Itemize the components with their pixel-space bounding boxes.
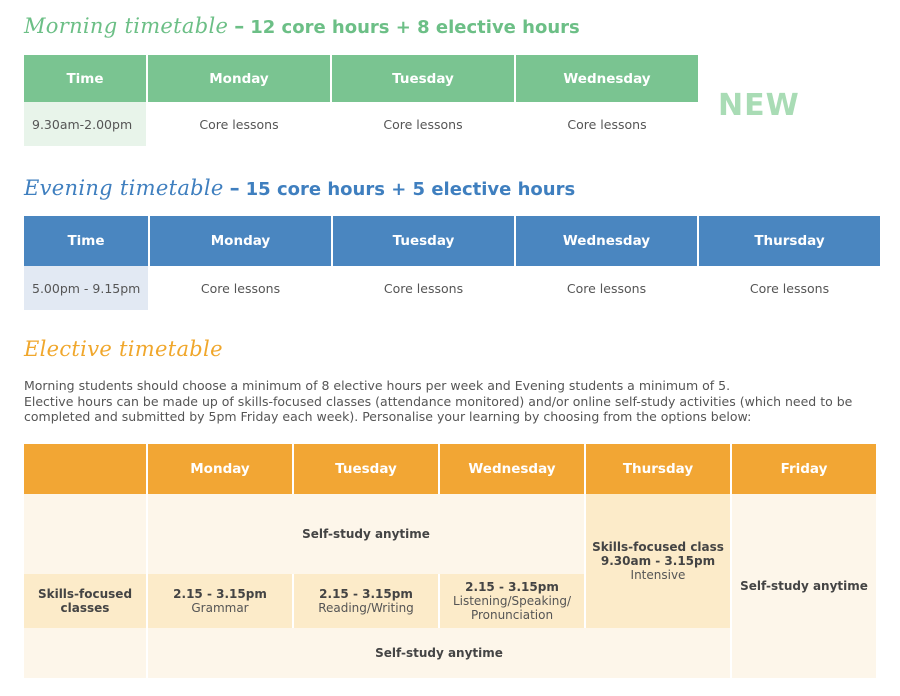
new-badge: NEW [718,88,800,123]
tuesday-skills-cell [294,574,438,628]
wednesday-skills-cell [440,574,584,628]
wednesday-subject: Listening/Speaking/ Pronunciation [452,594,572,622]
elective-header-blank [24,444,146,494]
morning-header-tuesday: Tuesday [332,55,514,102]
elective-row-top [24,494,876,574]
elective-intro [24,378,884,425]
evening-header-thursday: Thursday [699,216,880,266]
evening-cell-thursday: Core lessons [749,280,830,296]
elective-intro-line2: Elective hours can be made up of skills-focused classes (attendance monitored) and/or online self-study activities (which need to be completed and submitted by 5pm Friday each week). Personalise your learning by choosing from the options below: [24,393,853,424]
thursday-time: 9.30am - 3.15pm [600,554,716,568]
thursday-title: Skills-focused class [592,540,724,554]
evening-header-wednesday: Wednesday [516,216,697,266]
tuesday-time: 2.15 - 3.15pm [319,587,413,601]
thursday-skills-cell [586,494,730,628]
morning-subtitle: 12 core hours + 8 elective hours [250,17,580,38]
evening-cell-tuesday: Core lessons [383,280,464,296]
elective-header-tuesday: Tuesday [294,444,438,494]
thursday-subject: Intensive [630,568,686,582]
self-study-top: Self-study anytime [148,494,584,574]
morning-header-wednesday: Wednesday [516,55,698,102]
morning-heading [24,14,580,38]
evening-header-tuesday: Tuesday [333,216,514,266]
elective-timetable [22,444,878,678]
evening-header-time: Time [24,216,148,266]
morning-dash: – [234,14,245,38]
evening-header-row [24,216,880,266]
elective-header-monday: Monday [148,444,292,494]
evening-header-monday: Monday [150,216,331,266]
skills-row-label: Skills-focused classes [24,574,146,628]
evening-title: Evening timetable [24,176,224,200]
elective-header-friday: Friday [732,444,876,494]
evening-heading [24,176,575,200]
morning-title: Morning timetable [24,14,229,38]
morning-timetable [22,55,700,146]
elective-blank-top [24,494,146,574]
tuesday-subject: Reading/Writing [318,601,414,615]
self-study-bottom: Self-study anytime [148,628,730,678]
monday-time: 2.15 - 3.15pm [173,587,267,601]
evening-time: 5.00pm - 9.15pm [24,266,148,310]
morning-cell-tuesday: Core lessons [383,116,463,132]
morning-header-time: Time [24,55,146,102]
evening-subtitle: 15 core hours + 5 elective hours [245,179,576,200]
evening-timetable [22,216,882,310]
morning-header-monday: Monday [148,55,330,102]
elective-intro-line1: Morning students should choose a minimum of 8 elective hours per week and Evening students a minimum of 5. [24,378,731,393]
evening-row [24,266,880,310]
elective-heading [24,337,223,361]
elective-header-thursday: Thursday [586,444,730,494]
evening-dash: – [229,176,240,200]
morning-header-row [24,55,698,102]
elective-blank-bottom [24,628,146,678]
elective-title: Elective timetable [24,337,223,361]
elective-header-wednesday: Wednesday [440,444,584,494]
morning-row [24,102,698,146]
wednesday-time: 2.15 - 3.15pm [465,580,559,594]
elective-header-row [24,444,876,494]
monday-subject: Grammar [191,601,249,615]
morning-time: 9.30am-2.00pm [24,102,146,146]
evening-cell-wednesday: Core lessons [566,280,647,296]
monday-skills-cell [148,574,292,628]
friday-self-study: Self-study anytime [732,494,876,678]
morning-cell-monday: Core lessons [199,116,279,132]
morning-cell-wednesday: Core lessons [567,116,647,132]
evening-cell-monday: Core lessons [200,280,281,296]
